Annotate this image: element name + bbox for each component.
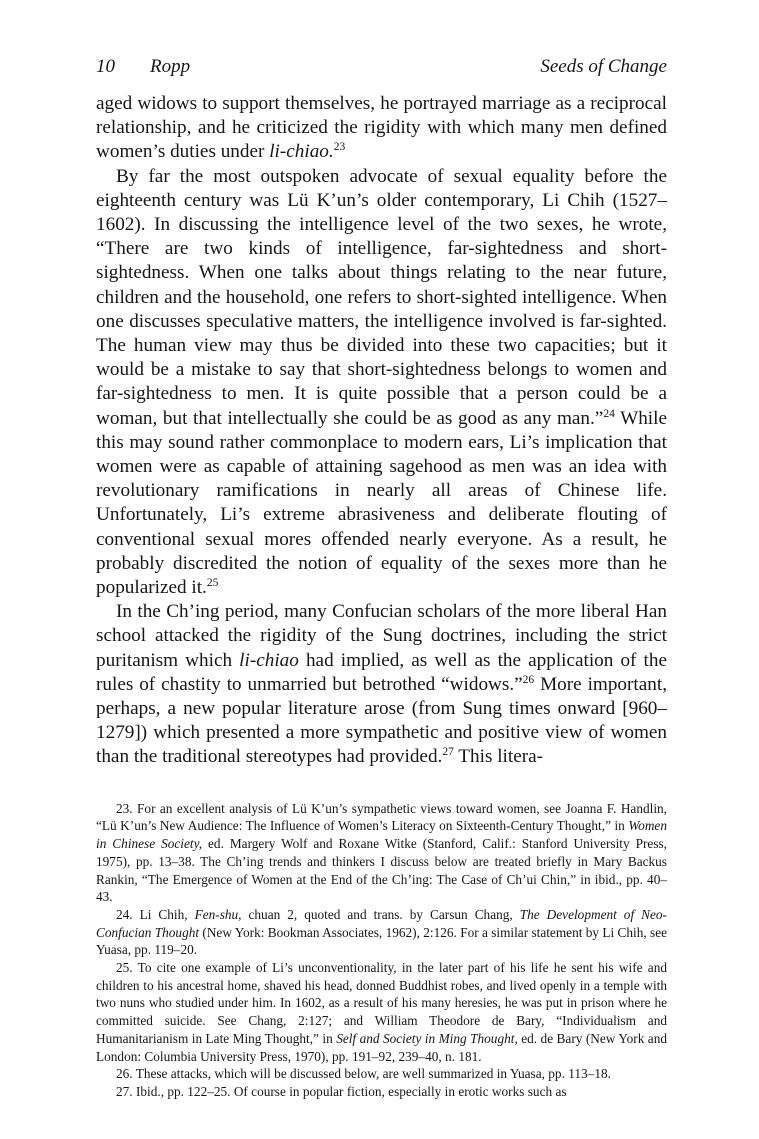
- text-run: 27. Ibid., pp. 122–25. Of course in popular fiction, especially in erotic works such as: [116, 1083, 567, 1099]
- text-run: ed. de Bary (New York and London: Columbia University Press, 1970), pp. 191–92, 239–40, n. 181.: [96, 1030, 667, 1064]
- text-run: 25. To cite one example of Li’s unconventionality, in the later part of his life he sent his wife and children to his ancestral home, shaved his head, donned Buddhist robes, and lived openly in a temple with two nuns who studied under him. In 1602, as a result of his many heresies, he was put in prison where he committed suicide. See Chang, 2:127; and William Theodore de Bary, “Individualism and Humanitarianism in Late Ming Thought,” in: [96, 960, 667, 1046]
- footnote: [96, 1065, 667, 1083]
- text-run: (New York: Bookman Associates, 1962), 2:126. For a similar statement by Li Chih, see Yuasa, pp. 119–20.: [96, 924, 667, 958]
- text-run: 26. These attacks, which will be discussed below, are well summarized in Yuasa, pp. 113–18.: [116, 1066, 611, 1082]
- footnote-ref: 27: [442, 746, 454, 759]
- text-run: More important, perhaps, a new popular literature arose (from Sung times onward [960–1279]) which presented a more sympathetic and positive view of women than the traditional stereotypes had provided.: [96, 673, 667, 768]
- page-number: 10: [96, 56, 115, 77]
- footnote-ref: 25: [206, 577, 219, 590]
- book-page: [96, 54, 667, 1134]
- italic-text: Self and Society in Ming Thought,: [336, 1030, 518, 1046]
- text-run: In the Ch’ing period, many Confucian scholars of the more liberal Han school attacked the rigidity of the Sung doctrines, including the strict puritanism which: [96, 601, 667, 671]
- text-run: aged widows to support themselves, he portrayed marriage as a reciprocal relationship, and he criticized the rigidity with which many men defined women’s duties under: [96, 93, 667, 163]
- footnote: [96, 1083, 667, 1101]
- paragraph: [96, 92, 667, 165]
- text-run: ed. Margery Wolf and Roxane Witke (Stanford, Calif.: Stanford University Press, 1975), pp. 13–38. The Ch’ing trends and thinkers I discuss below are treated briefly in Mary Backus Rankin, “The Emergence of Women at the End of the Ch’ing: The Case of Ch’ui Chin,” in ibid., pp. 40–43.: [96, 836, 667, 905]
- italic-text: li-chiao: [239, 649, 299, 671]
- text-run: 24. Li Chih,: [116, 906, 195, 922]
- paragraph: [96, 600, 667, 769]
- text-run: had implied, as well as the application of the rules of chastity to unmarried but betrothed “widows.”: [96, 649, 667, 695]
- main-text: [96, 92, 667, 770]
- book-title-running-head: Seeds of Change: [540, 56, 667, 77]
- footnote-ref: 26: [522, 673, 535, 686]
- running-header: [96, 54, 667, 88]
- text-run: While this may sound rather commonplace to modern ears, Li’s implication that women were as capable of attaining sagehood as men was an idea with revolutionary ramifications in nearly all areas of Chinese life. Unfortunately, Li’s extreme abrasiveness and deliberate flouting of conventional sexual mores offended nearly everyone. As a result, he probably discredited the notion of equality of the sexes more than he popularized it.: [96, 407, 667, 599]
- footnote-ref: 23: [333, 141, 346, 154]
- text-run: This litera-: [453, 746, 544, 768]
- footnote: [96, 959, 667, 1065]
- paragraph: [96, 165, 667, 601]
- author-running-head: Ropp: [150, 56, 191, 77]
- italic-text: The Development of Neo-Confucian Thought: [96, 906, 667, 940]
- footnotes: [96, 800, 667, 1101]
- text-run: chuan 2, quoted and trans. by Carsun Chang,: [241, 906, 520, 922]
- italic-text: li-chiao.: [269, 141, 334, 163]
- italic-text: Fen-shu,: [194, 906, 242, 922]
- italic-text: Women in Chinese Society,: [96, 818, 667, 852]
- footnote: [96, 906, 667, 959]
- footnote: [96, 800, 667, 906]
- footnote-ref: 24: [603, 407, 615, 420]
- text-run: By far the most outspoken advocate of sexual equality before the eighteenth century was Lü K’un’s older contemporary, Li Chih (1527–1602). In discussing the intelligence level of the two sexes, he wrote, “There are two kinds of intelligence, far-sightedness and short-sightedness. When one talks about things relating to the near future, children and the household, one refers to short-sighted intelligence. When one discusses speculative matters, the intelligence involved is far-sighted. The human view may thus be divided into these two capacities; but it would be a mistake to say that short-sightedness belongs to women and far-sightedness to men. It is quite possible that a person could be a woman, but that intellectually she could be as good as any man.”: [96, 165, 667, 429]
- text-run: 23. For an excellent analysis of Lü K’un’s sympathetic views toward women, see Joanna F. Handlin, “Lü K’un’s New Audience: The Influence of Women’s Literacy on Sixteenth-Century Thought,” in: [96, 800, 667, 834]
